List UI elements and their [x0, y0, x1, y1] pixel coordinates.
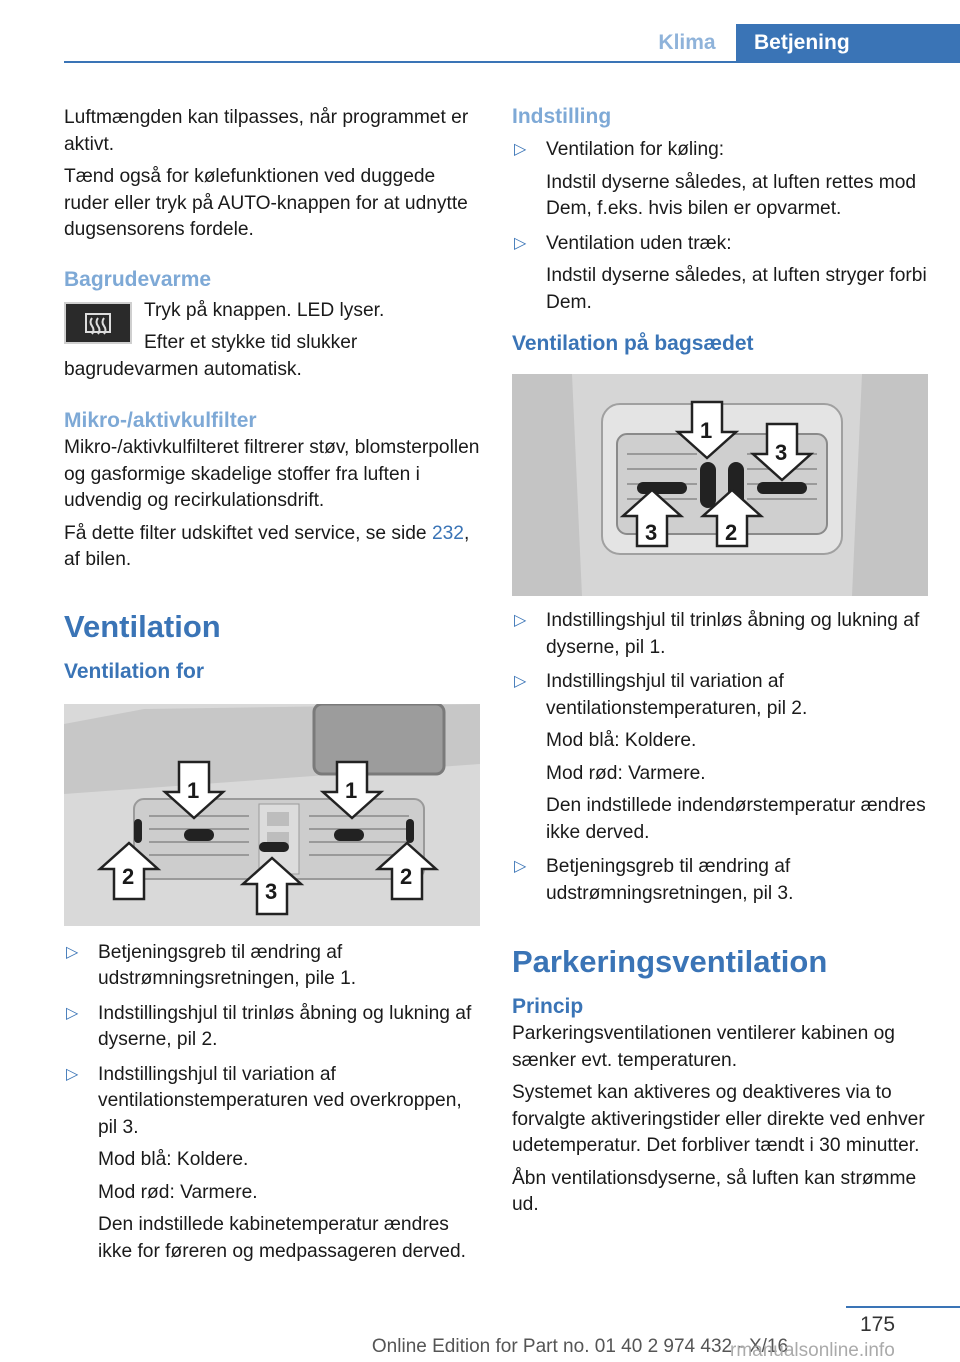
front-controls-list	[64, 940, 484, 1266]
paragraph: Parkeringsventilationen ventilerer kabinen og sænker evt. temperaturen.	[512, 1023, 895, 1071]
footer-edition: Online Edition for Part no. 01 40 2 974 432 - X/16	[371, 1336, 789, 1357]
list-item	[64, 940, 484, 993]
figure-label: 1	[187, 777, 200, 803]
page-link[interactable]: 232	[431, 522, 464, 544]
list-item-sub: Mod blå: Koldere.	[546, 730, 697, 751]
list-item-text: ▷ Ventilation for køling:	[546, 139, 725, 160]
list-item-text: ▷ Indstillingshjul til variation af ventilationstemperaturen ved overkroppen, pil 3.	[98, 1063, 462, 1138]
heading-ventilation-for: Ventilation for	[64, 659, 205, 683]
list-item-sub: Den indstillede indendørstemperatur ændres ikke derved.	[546, 795, 926, 843]
list-item	[512, 137, 932, 223]
list-item	[512, 669, 932, 846]
heading-indstilling: Indstilling	[512, 105, 612, 128]
rear-controls-list	[512, 608, 932, 907]
heading-bagrudevarme: Bagrudevarme	[64, 267, 212, 291]
indstilling-list	[512, 137, 932, 316]
rear-vents-figure	[512, 374, 928, 596]
list-item-text: ▷ Indstillingshjul til variation af ventilationstemperaturen, pil 2.	[546, 671, 808, 719]
heading-ventilation-bagsaedet: Ventilation på bagsædet	[512, 332, 754, 355]
list-item	[512, 231, 932, 317]
paragraph: Mikro-/aktivkulfilteret filtrerer støv, blomsterpollen og gasformige skadelige stoffer fra luften i udvendig og recirkulationsdrift.	[64, 437, 480, 511]
figure-label: 3	[775, 440, 788, 465]
list-item-text: ▷ Betjeningsgreb til ændring af udstrømningsretningen, pile 1.	[98, 941, 357, 989]
paragraph	[64, 521, 484, 574]
figure-label: 3	[645, 520, 658, 545]
list-item-sub: Mod rød: Varmere.	[546, 762, 706, 784]
list-item	[64, 1062, 484, 1266]
page-number: 175	[860, 1313, 896, 1336]
text: , af bilen.	[64, 522, 470, 570]
paragraph: Tryk på knappen. LED lyser.	[144, 299, 385, 321]
paragraph: Luftmængden kan tilpasses, når programmet er aktivt.	[64, 107, 469, 155]
footer-rule	[846, 1306, 960, 1308]
heading-princip: Princip	[512, 995, 584, 1018]
right-column	[512, 103, 932, 1225]
rear-defrost-button-icon	[64, 302, 132, 344]
list-item-sub: Indstil dyserne således, at luften stryger forbi Dem.	[546, 265, 927, 313]
figure-label: 1	[345, 777, 358, 803]
list-item-text: ▷ Ventilation uden træk:	[546, 232, 732, 254]
watermark: rmanualsonline.info	[730, 1340, 895, 1361]
list-item-text: ▷ Betjeningsgreb til ændring af udstrømningsretningen, pil 3.	[546, 856, 794, 904]
list-item	[512, 608, 932, 661]
list-item-sub: Mod rød: Varmere.	[98, 1181, 258, 1203]
header-tab-klima[interactable]: Klima	[658, 31, 716, 54]
figure-label: 2	[725, 520, 738, 545]
paragraph: Åbn ventilationsdyserne, så luften kan strømme ud.	[512, 1167, 917, 1215]
list-item-text: ▷ Indstillingshjul til trinløs åbning og lukning af dyserne, pil 2.	[98, 1002, 472, 1050]
paragraph: Efter et stykke tid slukker bagrudevarmen automatisk.	[64, 332, 358, 380]
header-rule	[64, 61, 960, 63]
list-item-text: ▷ Indstillingshjul til trinløs åbning og lukning af dyserne, pil 1.	[546, 610, 920, 658]
front-vents-figure	[64, 704, 480, 926]
heading-ventilation: Ventilation	[64, 608, 221, 644]
text: Få dette filter udskiftet ved service, se side	[64, 522, 432, 544]
figure-label: 2	[122, 863, 135, 889]
figure-label: 1	[700, 418, 713, 443]
figure-label: 3	[265, 878, 278, 904]
list-item-sub: Indstil dyserne således, at luften rettes mod Dem, f.eks. hvis bilen er opvarmet.	[546, 171, 917, 219]
list-item-sub: Den indstillede kabinetemperatur ændres ikke for føreren og medpassageren derved.	[98, 1214, 466, 1262]
figure-label: 2	[400, 863, 413, 889]
page-header	[0, 24, 960, 62]
list-item-sub: Mod blå: Koldere.	[98, 1149, 249, 1170]
left-column	[64, 105, 484, 1273]
paragraph: Tænd også for kølefunktionen ved duggede ruder eller tryk på AUTO-knappen for at udnytte dugsensorens fordele.	[64, 166, 468, 240]
list-item	[512, 854, 932, 907]
heading-filter: Mikro-/aktivkulfilter	[64, 409, 257, 432]
heading-parkeringsventilation: Parkeringsventilation	[512, 944, 828, 979]
list-item	[64, 1001, 484, 1054]
header-tab-betjening[interactable]: Betjening	[736, 24, 960, 62]
paragraph: Systemet kan aktiveres og deaktiveres via to forvalgte aktiveringstider eller direkte ved enhver udetemperatur. Det forbliver tændt i 30 minutter.	[512, 1082, 925, 1156]
